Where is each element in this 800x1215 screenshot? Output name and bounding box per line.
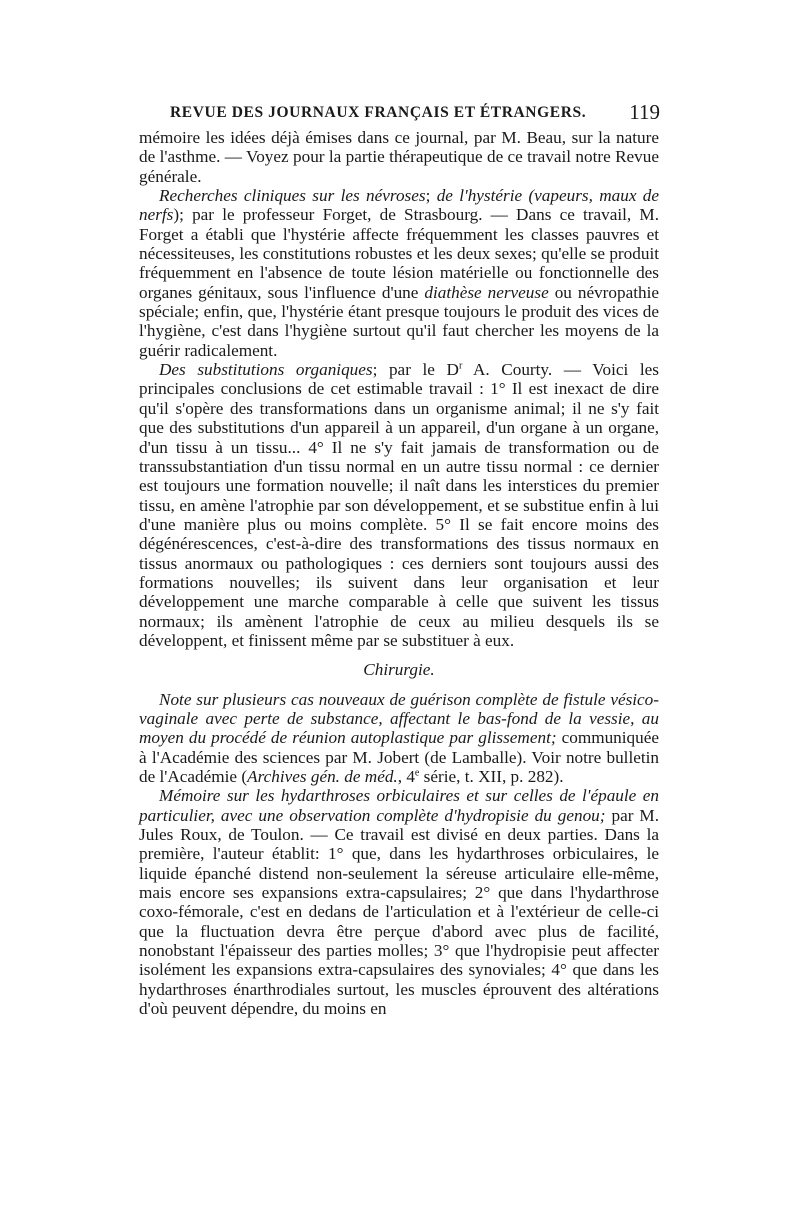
article-title: Recherches cliniques sur les névroses bbox=[159, 186, 426, 206]
journal-reference: Archives gén. de méd. bbox=[247, 767, 398, 786]
article-subtitle: de l'hystérie (vapeurs, maux de nerfs bbox=[139, 186, 660, 225]
paragraph-text: série, t. XII, p. 282). bbox=[419, 767, 564, 786]
paragraph-text: ou névropathie spéciale; enfin, que, l'hystérie étant presque toujours le produit des vices de l'hygiène, c'est dans l'hygiène surtout qu'il faut chercher les moyens de la guérir radicalement. bbox=[139, 282, 659, 360]
separator: ; bbox=[425, 186, 437, 206]
running-title: REVUE DES JOURNAUX FRANÇAIS ET ÉTRANGERS. bbox=[170, 104, 587, 121]
paragraph-fistule bbox=[139, 690, 659, 787]
article-title: Note sur plusieurs cas nouveaux de guérison complète de fistule vésico-vaginale avec perte de substance, affectant le bas-fond de la vessie, au moyen du procédé de réunion autoplastique par glissement; bbox=[139, 689, 659, 748]
paragraph-text: ); par le professeur Forget, de Strasbourg. — Dans ce travail, M. Forget a établi que l'hystérie affecte fréquemment les classes pauvres et nécessiteuses, les constitutions robustes et les deux sexes; qu'elle se produit fréquemment en l'absence de toute lésion matérielle ou fonctionnelle des organes génitaux, sous l'influence d'une bbox=[139, 205, 659, 302]
article-title: Mémoire sur les hydarthroses orbiculaires et sur celles de l'épaule en particulier, avec une observation complète d'hydropisie du genou; bbox=[139, 786, 659, 825]
section-heading: Chirurgie. bbox=[363, 660, 435, 680]
paragraph-text: A. Courty. — Voici les principales conclusions de cet estimable travail : 1° Il est inexact de dire qu'il s'opère des transformations dans un organisme animal; il ne s'y fait que des substitutions d'un appareil à un appareil, d'un organe à un organe, d'un tissu à un tissu... 4° Il ne s'y fait jamais de transformation ou de transsubstantiation d'un tissu normal en un autre tissu normal : ce dernier est toujours une formation nouvelle; il naît dans les interstices du premier tissu, en amène l'atrophie par son développement, et se substitue enfin à lui d'une manière plus ou moins complète. 5° Il se fait encore moins des dégénérescences, c'est-à-dire des transformations des tissus normaux en tissus anormaux ou pathologiques : ces derniers sont toujours aussi des formations nouvelles; ils suivent dans leur organisation et leur développement une marche comparable à celle que suivent les tissus normaux; ils amènent l'atrophie de ceux au milieu desquels ils se développent, et finissent même par se substituer à eux. bbox=[139, 360, 659, 650]
paragraph-hydarthroses bbox=[139, 786, 659, 1018]
paragraph-text: ; par le D bbox=[372, 360, 459, 380]
paragraph-text: , 4 bbox=[397, 767, 415, 786]
paragraph-text: par M. Jules Roux, de Toulon. — Ce travail est divisé en deux parties. Dans la première, l'auteur établit: 1° que, dans les hydarthroses orbiculaires, le liquide épanché distend non-seulement la séreuse articulaire elle-même, mais encore ses expansions extra-capsulaires; 2° que dans l'hydarthrose coxo-fémorale, c'est en dedans de l'articulation et à l'extérieur de celle-ci que la fluctuation devra être perçue d'abord avec plus de facilité, nonobstant l'épaisseur des parties molles; 3° que l'hydropisie peut affecter isolément les expansions extra-capsulaires des synoviales; 4° que dans les hydarthroses énarthrodiales surtout, les muscles éprouvent des altérations d'où peuvent dépendre, du moins en bbox=[139, 805, 660, 1019]
article-title: Des substitutions organiques bbox=[159, 360, 373, 380]
superscript: r bbox=[458, 360, 463, 372]
paragraph-hysterie bbox=[139, 186, 659, 360]
superscript: e bbox=[414, 767, 420, 779]
page-header bbox=[170, 100, 660, 130]
paragraph-text: mémoire les idées déjà émises dans ce journal, par M. Beau, sur la nature de l'asthme. — Voyez pour la partie thérapeutique de ce travail notre Revue générale. bbox=[139, 128, 659, 186]
italic-term: diathèse nerveuse bbox=[424, 282, 549, 302]
page-number: 119 bbox=[629, 100, 660, 124]
paragraph-substitutions bbox=[139, 360, 659, 650]
paragraph-asthme bbox=[139, 128, 659, 186]
page-body bbox=[139, 128, 659, 1018]
paragraph-text: communiquée à l'Académie des sciences par M. Jobert (de Lamballe). Voir notre bulletin de l'Académie ( bbox=[139, 728, 660, 786]
